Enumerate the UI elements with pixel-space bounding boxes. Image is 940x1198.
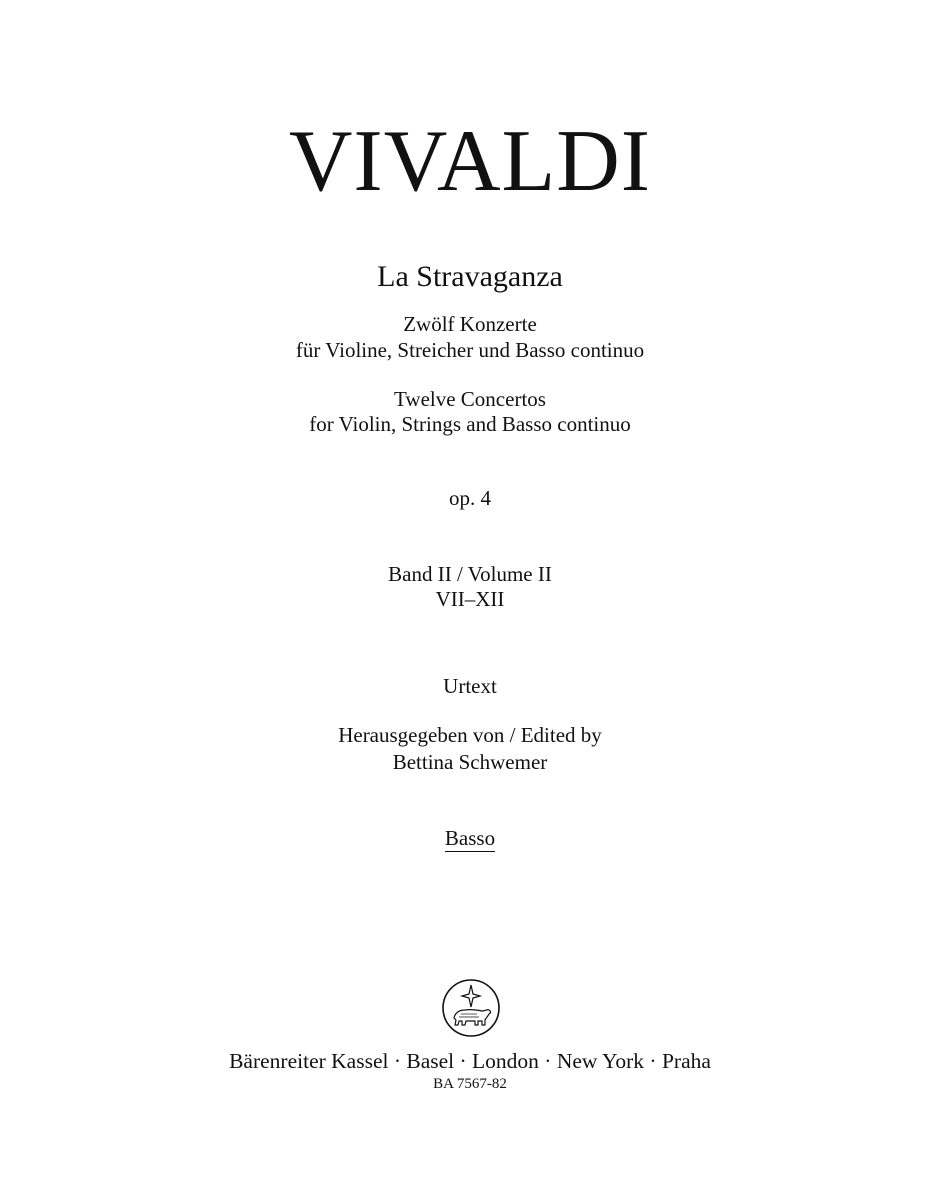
part-name xyxy=(0,828,940,852)
opus-number: op. 4 xyxy=(449,486,491,510)
catalog-number: BA 7567-82 xyxy=(433,1076,507,1092)
volume-label: Band II / Volume II xyxy=(388,562,552,586)
part-name-text: Basso xyxy=(444,826,496,850)
composer-name: VIVALDI xyxy=(288,113,652,210)
subtitle-german-line-2: für Violine, Streicher und Basso continuo xyxy=(295,338,645,362)
editor-name: Bettina Schwemer xyxy=(392,750,548,774)
publisher-line: Bärenreiter Kassel · Basel · London · New York · Praha xyxy=(229,1049,711,1073)
volume-range: VII–XII xyxy=(435,587,505,611)
subtitle-english-line-2: for Violin, Strings and Basso continuo xyxy=(309,412,631,436)
edition-type: Urtext xyxy=(443,674,497,698)
work-title: La Stravaganza xyxy=(377,260,563,293)
edited-by-label: Herausgegeben von / Edited by xyxy=(338,723,602,747)
publisher-logo-icon xyxy=(441,978,501,1038)
subtitle-german-line-1: Zwölf Konzerte xyxy=(403,312,537,336)
subtitle-english-line-1: Twelve Concertos xyxy=(394,387,546,411)
